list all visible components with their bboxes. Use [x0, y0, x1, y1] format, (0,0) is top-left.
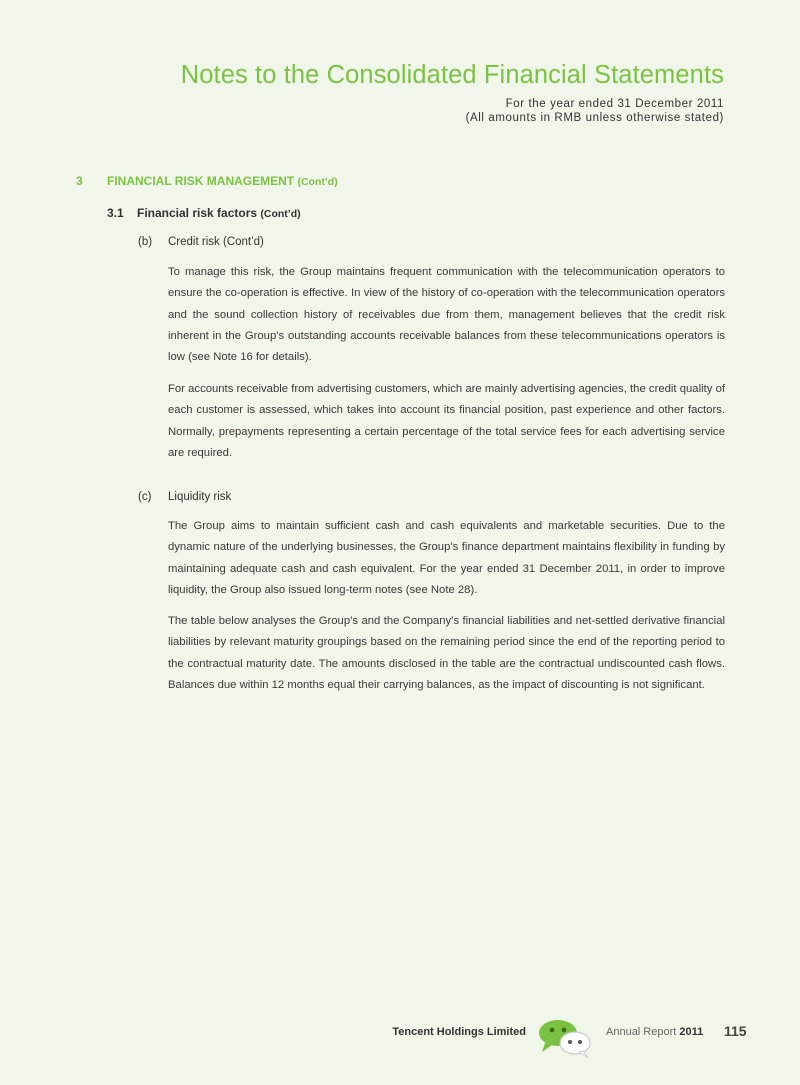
subsection-continued: (Cont’d)	[260, 208, 301, 220]
paragraph: The table below analyses the Group’s and the Company’s financial liabilities and net-settled derivative financial liabilities by relevant maturity groupings based on the remaining period since the end of the reporting period to the contractual maturity date. The amounts disclosed in the table are the contractual undiscounted cash flows. Balances due within 12 months equal their carrying balances, as the impact of discounting is not significant.	[168, 615, 725, 691]
footer-report-year: 2011	[679, 1026, 704, 1038]
subsection-number: 3.1	[107, 206, 124, 220]
wechat-bubbles-icon	[536, 1019, 596, 1059]
footer-report-label: Annual Report	[606, 1026, 677, 1038]
section-title: FINANCIAL RISK MANAGEMENT	[107, 174, 295, 188]
section-heading	[76, 174, 338, 188]
item-title: Liquidity risk	[168, 491, 232, 503]
paragraph: To manage this risk, the Group maintains frequent communication with the telecommunication operators to ensure the co-operation is effective. In view of the history of co-operation with the telecommunication operators and the sound collection history of receivables due from them, management believes that the credit risk inherent in the Group’s outstanding accounts receivable balances from these telecommunications operators is low (see Note 16 for details).	[168, 266, 725, 364]
item-heading-credit-risk	[138, 236, 264, 248]
section-continued: (Cont’d)	[297, 176, 338, 188]
footer-report	[606, 1026, 703, 1038]
item-heading-liquidity-risk	[138, 491, 231, 503]
paragraph: For accounts receivable from advertising customers, which are mainly advertising agencies, the credit quality of each customer is assessed, which takes into account its financial position, past experience and other factors. Normally, prepayments representing a certain percentage of the total service fees for each advertising service are required.	[168, 383, 725, 459]
section-number: 3	[76, 174, 83, 188]
page-subtitle	[466, 97, 724, 125]
subsection-heading	[107, 206, 301, 220]
page-number: 115	[724, 1023, 747, 1039]
item-label: (c)	[138, 491, 152, 503]
item-title: Credit risk (Cont’d)	[168, 236, 264, 248]
subtitle-period: For the year ended 31 December 2011	[505, 98, 724, 110]
subsection-title: Financial risk factors	[137, 206, 258, 220]
footer-company: Tencent Holdings Limited	[392, 1026, 526, 1038]
paragraph: The Group aims to maintain sufficient cash and cash equivalents and marketable securities. Due to the dynamic nature of the underlying businesses, the Group’s finance department maintains flexibility in funding by maintaining adequate cash and cash equivalent. For the year ended 31 December 2011, in order to improve liquidity, the Group also issued long-term notes (see Note 28).	[168, 520, 725, 596]
page-title: Notes to the Consolidated Financial Statements	[180, 61, 724, 89]
item-label: (b)	[138, 236, 153, 248]
subtitle-currency-note: (All amounts in RMB unless otherwise stated)	[465, 112, 724, 124]
page-footer	[0, 1019, 800, 1059]
